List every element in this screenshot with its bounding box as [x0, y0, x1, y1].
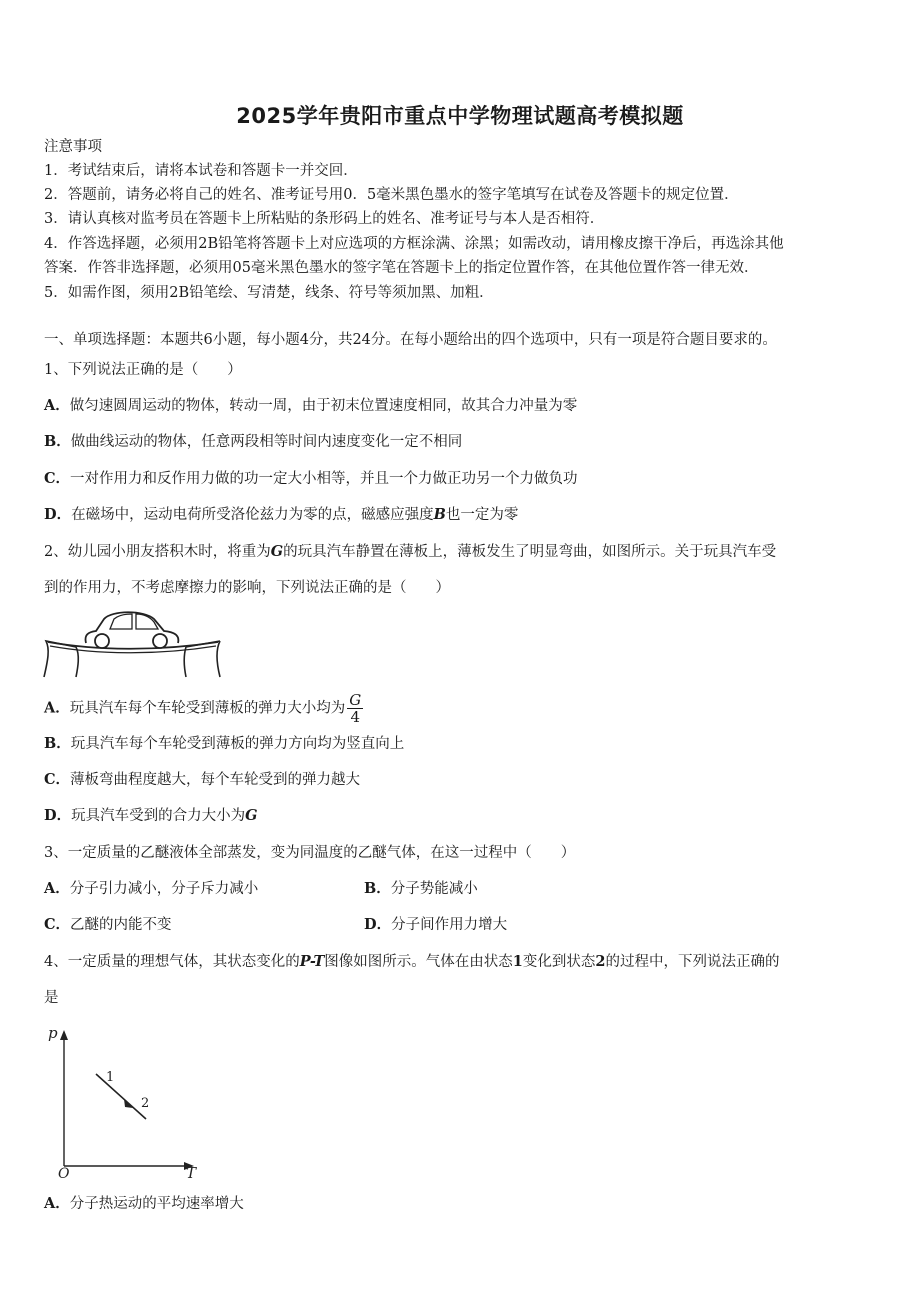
- option-text: 分子势能减小: [390, 881, 478, 897]
- origin-label: O: [58, 1166, 70, 1180]
- q2-option-d: [44, 806, 257, 826]
- option-text: 玩具汽车每个车轮受到薄板的弹力方向均为竖直向上: [70, 736, 405, 752]
- q3-option-b: [364, 879, 478, 899]
- option-label: D．: [44, 506, 72, 523]
- notice-item: 2．答题前，请务必将自己的姓名、准考证号用0．5毫米黑色墨水的签字笔填写在试卷及答题卡的规定位置．: [44, 187, 739, 203]
- y-axis-arrow: [60, 1030, 68, 1040]
- stem-text: 的过程中，下列说法正确的: [605, 954, 780, 970]
- option-text: 分子间作用力增大: [391, 917, 508, 933]
- question-4-stem: [44, 952, 779, 972]
- q2-option-b: [44, 734, 404, 754]
- symbol-p-t: P-T: [299, 953, 325, 970]
- option-label: C．: [44, 470, 71, 487]
- q1-option-d: [44, 505, 518, 525]
- y-axis-label: p: [48, 1024, 58, 1042]
- toy-car-figure: [40, 605, 225, 680]
- option-label: A．: [44, 397, 70, 414]
- question-2-stem: [44, 542, 776, 562]
- p-t-graph: [40, 1020, 210, 1180]
- option-text: 乙醚的内能不变: [70, 917, 172, 933]
- option-label: D．: [44, 807, 72, 824]
- q3-option-c: [44, 915, 172, 935]
- question-4-stem-line2: 是: [44, 990, 59, 1006]
- page-title: 2025学年贵阳市重点中学物理试题高考模拟题: [236, 104, 684, 128]
- option-text: 做曲线运动的物体，任意两段相等时间内速度变化一定不相同: [70, 434, 463, 450]
- point-1-label: 1: [106, 1070, 115, 1085]
- x-axis-label: T: [186, 1164, 197, 1180]
- option-text: 做匀速圆周运动的物体，转动一周，由于初末位置速度相同，故其合力冲量为零: [69, 398, 578, 414]
- option-label: B．: [364, 880, 391, 897]
- q2-option-a: [44, 692, 363, 725]
- option-text: 在磁场中，运动电荷所受洛伦兹力为零的点，磁感应强度: [71, 507, 434, 523]
- state-2-label: 2: [595, 953, 606, 970]
- stem-text: 的玩具汽车静置在薄板上，薄板发生了明显弯曲，如图所示。关于玩具汽车受: [283, 544, 777, 560]
- q3-option-a: [44, 879, 258, 899]
- option-label: D．: [364, 916, 392, 933]
- bent-board-top: [48, 642, 218, 649]
- fraction-g-over-4: [347, 692, 363, 725]
- question-1-stem: 1、下列说法正确的是（ ）: [44, 362, 242, 378]
- fraction-denominator: 4: [350, 708, 361, 726]
- symbol-g: G: [245, 807, 258, 824]
- option-text: 玩具汽车受到的合力大小为: [71, 808, 246, 824]
- option-label: B．: [44, 433, 71, 450]
- notice-item: 1．考试结束后，请将本试卷和答题卡一并交回．: [44, 163, 358, 179]
- stem-text: 变化到状态: [522, 954, 596, 970]
- q1-option-b: [44, 432, 462, 452]
- stem-text: 4、一定质量的理想气体，其状态变化的: [44, 954, 300, 970]
- option-label: C．: [44, 771, 71, 788]
- q1-option-c: [44, 469, 578, 489]
- option-label: B．: [44, 735, 71, 752]
- symbol-g: G: [270, 543, 284, 560]
- process-line: [96, 1074, 146, 1119]
- car-wheel-rear: [153, 634, 167, 648]
- option-text-tail: 也一定为零: [445, 507, 519, 523]
- option-text: 薄板弯曲程度越大，每个车轮受到的弹力越大: [70, 772, 361, 788]
- car-wheel-front: [95, 634, 109, 648]
- option-text: 玩具汽车每个车轮受到薄板的弹力大小均为: [69, 700, 346, 717]
- notice-heading: 注意事项: [44, 139, 102, 155]
- option-text: 分子热运动的平均速率增大: [69, 1196, 244, 1212]
- q4-option-a: [44, 1194, 244, 1214]
- option-label: C．: [44, 916, 71, 933]
- option-text: 分子引力减小，分子斥力减小: [69, 881, 259, 897]
- option-label: A．: [44, 1195, 70, 1212]
- section-heading: 一、单项选择题：本题共6小题，每小题4分，共24分。在每小题给出的四个选项中，只有一项是符合题目要求的。: [44, 332, 777, 348]
- notice-item: 4．作答选择题，必须用2B铅笔将答题卡上对应选项的方框涂满、涂黑；如需改动，请用橡皮擦干净后，再选涂其他: [44, 236, 784, 252]
- q3-option-d: [364, 915, 507, 935]
- state-1-label: 1: [512, 953, 523, 970]
- question-3-stem: 3、一定质量的乙醚液体全部蒸发，变为同温度的乙醚气体，在这一过程中（ ）: [44, 845, 576, 861]
- fraction-numerator: G: [349, 691, 362, 709]
- stem-text: 图像如图所示。气体在由状态: [324, 954, 513, 970]
- q1-option-a: [44, 396, 577, 416]
- stem-text: 2、幼儿园小朋友搭积木时，将重为: [44, 544, 271, 560]
- notice-item: 答案．作答非选择题，必须用05毫米黑色墨水的签字笔在答题卡上的指定位置作答，在其他位置作答一律无效．: [44, 260, 759, 276]
- notice-item: 3．请认真核对监考员在答题卡上所粘贴的条形码上的姓名、准考证号与本人是否相符．: [44, 211, 605, 227]
- point-2-label: 2: [141, 1096, 150, 1111]
- option-label: A．: [44, 699, 70, 717]
- symbol-b: B: [433, 506, 446, 523]
- option-text: 一对作用力和反作用力做的功一定大小相等，并且一个力做正功另一个力做负功: [70, 471, 578, 487]
- question-2-stem-line2: 到的作用力，不考虑摩擦力的影响，下列说法正确的是（ ）: [44, 580, 450, 596]
- q2-option-c: [44, 770, 360, 790]
- notice-item: 5．如需作图，须用2B铅笔绘、写清楚，线条、符号等须加黑、加粗．: [44, 285, 494, 301]
- option-label: A．: [44, 880, 70, 897]
